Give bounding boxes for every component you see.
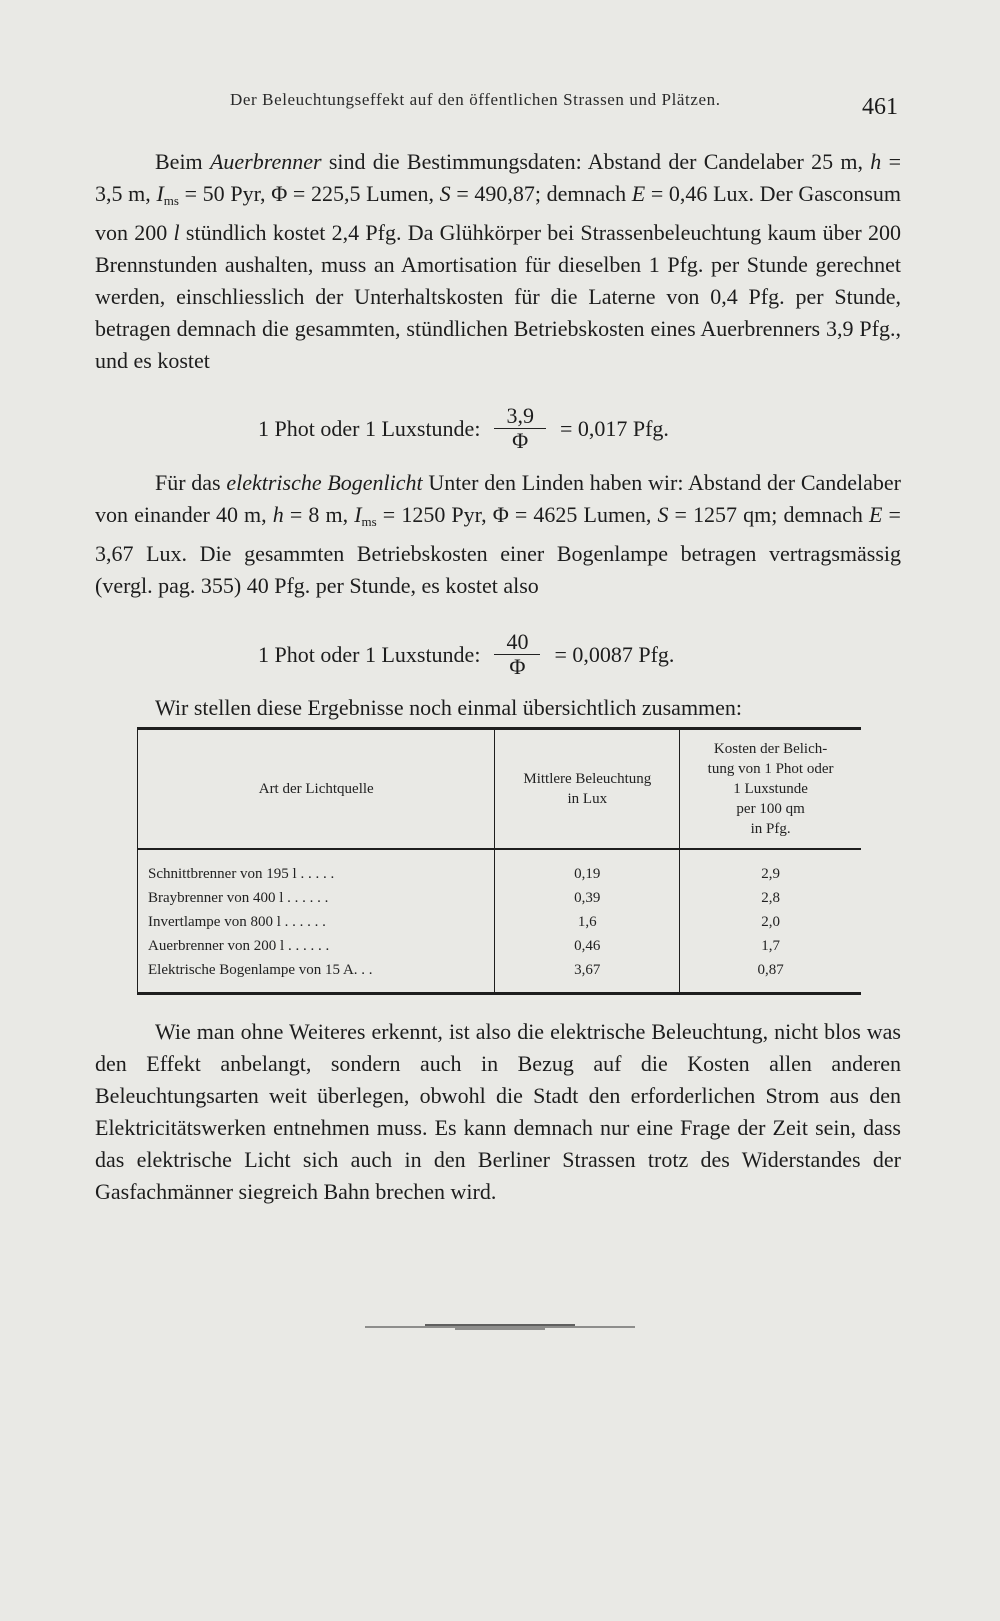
page-number: 461 — [862, 94, 898, 120]
formula-bogenlicht — [258, 630, 674, 679]
formula-auerbrenner — [258, 404, 669, 453]
running-head: Der Beleuchtungseffekt auf den öffentlichen Strassen und Plätzen. — [230, 90, 721, 109]
table-cell-source: Schnittbrenner von 195 l . . . . . — [148, 866, 335, 882]
table-cell-cost: 2,8 — [761, 890, 780, 906]
formula-label: 1 Phot oder 1 Luxstunde: — [258, 641, 481, 667]
table-body — [138, 849, 861, 992]
paragraph-bogenlicht: Für das elektrische Bogenlicht Unter den Linden haben wir: Abstand der Candelaber von einander 40 m, h = 8 m, $I_{ms} = 1250$ Pyr, Φ = 4625 Lumen, S = 1257 qm; demnach E = 3,67 Lux. Die gesammten Betriebskosten einer Bogenlampe betragen vertragsmässig (vergl. pag. 355) 40 Pfg. per Stunde, es kostet also — [95, 470, 902, 598]
fraction-denominator: Φ — [509, 654, 526, 679]
header-cost: Kosten der Belich- tung von 1 Phot oder 1 Luxstunde per 100 qm in Pfg. — [680, 730, 861, 849]
formula-label: 1 Phot oder 1 Luxstunde: — [258, 415, 481, 441]
table-cell-lux: 0,19 — [574, 866, 601, 882]
column-light-sources — [138, 849, 495, 992]
term-auerbrenner: Auerbrenner — [209, 149, 322, 174]
table-cell-cost: 1,7 — [761, 938, 780, 954]
paragraph-conclusion: Wie man ohne Weiteres erkennt, ist also die elektrische Beleuchtung, nicht blos was den Effekt anbelangt, sondern auch in Bezug auf die Kosten allen anderen Beleuchtungsarten weit überlegen, obwohl die Stadt den erforderlichen Strom aus den Elektricitätswerken entnehmen muss. Es kann demnach nur eine Frage der Zeit sein, dass das elektrische Licht sich auch in den Berliner Strassen trotz des Widerstandes der Gasfachmänner siegreich Bahn brechen wird. — [95, 1019, 901, 1204]
table-cell-lux: 3,67 — [574, 962, 601, 978]
results-table — [137, 727, 861, 995]
paragraph-auerbrenner: Beim Auerbrenner sind die Bestimmungsdaten: Abstand der Candelaber 25 m, h = 3,5 m, $I_{ms} = 50$ Pyr, Φ = 225,5 Lumen, S = 490,87; demnach E = 0,46 Lux. Der Gasconsum von 200 l stündlich kostet 2,4 Pfg. Da Glühkörper bei Strassenbeleuchtung kaum über 200 Brennstunden aushalten, muss an Amortisation für dieselben 1 Pfg. per Stunde gerechnet werden, einschliesslich der Unterhaltskosten für die Laterne von 0,4 Pfg. per Stunde, betragen demnach die gesammten, stündlichen Betriebskosten eines Auerbrenners 3,9 Pfg., und es kostet — [95, 149, 901, 373]
table-cell-lux: 1,6 — [577, 914, 597, 930]
header-light-source: Art der Lichtquelle — [138, 730, 495, 849]
column-lux — [495, 849, 680, 992]
formula-result: = 0,0087 Pfg. — [554, 641, 675, 667]
header-mean-illumination: Mittlere Beleuchtung in Lux — [495, 730, 680, 849]
fraction-denominator: Φ — [512, 428, 529, 453]
table-cell-lux: 0,46 — [574, 938, 601, 954]
table-cell-cost: 2,0 — [761, 914, 780, 930]
fraction-numerator: 3,9 — [494, 404, 546, 429]
table-cell-cost: 2,9 — [761, 866, 780, 882]
table-header-row — [138, 730, 861, 849]
table-cell-cost: 0,87 — [757, 962, 784, 978]
closing-rule — [365, 1320, 635, 1334]
table-cell-source: Elektrische Bogenlampe von 15 A. . . — [148, 962, 373, 978]
term-bogenlicht: elektrische Bogenlicht — [226, 470, 423, 495]
table-cell-source: Auerbrenner von 200 l . . . . . . — [148, 938, 330, 954]
column-cost — [680, 849, 861, 992]
table-cell-source: Invertlampe von 800 l . . . . . . — [148, 914, 326, 930]
fraction — [494, 404, 546, 453]
fraction — [494, 630, 540, 679]
fraction-numerator: 40 — [494, 630, 540, 655]
table-cell-source: Braybrenner von 400 l . . . . . . — [148, 890, 329, 906]
formula-result: = 0,017 Pfg. — [559, 415, 669, 441]
paragraph-summary-intro: Wir stellen diese Ergebnisse noch einmal übersichtlich zusammen: — [155, 695, 743, 720]
table-cell-lux: 0,39 — [574, 890, 601, 906]
